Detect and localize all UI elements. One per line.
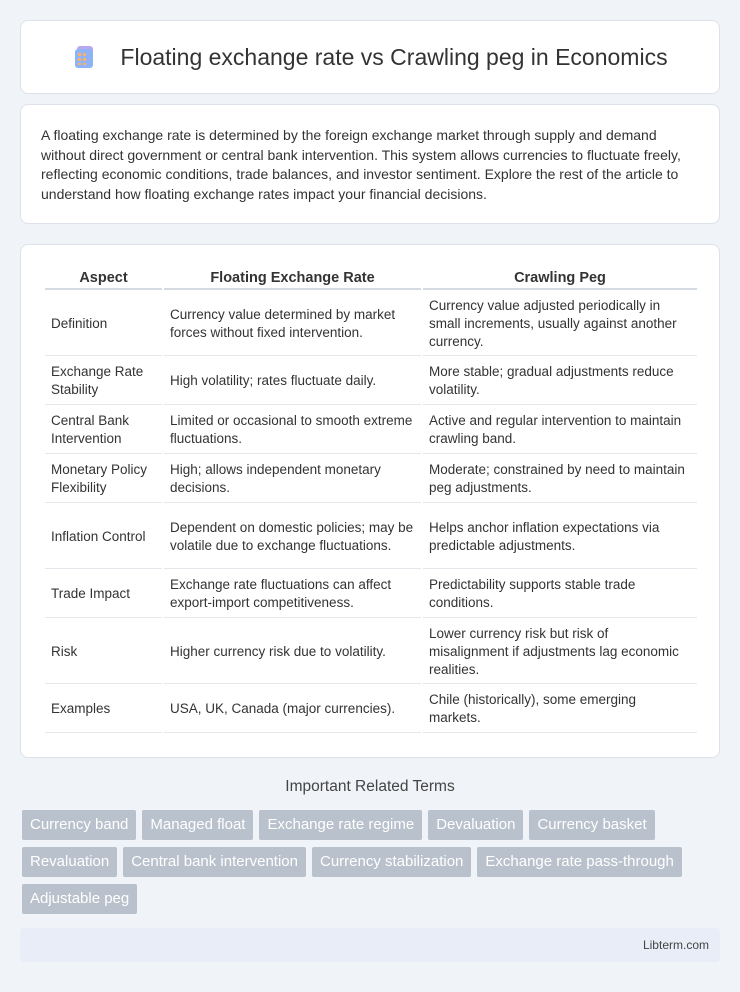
- cell-crawling: Currency value adjusted periodically in small increments, usually against another currency.: [423, 292, 697, 356]
- page-title: Floating exchange rate vs Crawling peg in Economics: [120, 43, 668, 70]
- column-header-crawling: Crawling Peg: [423, 267, 697, 290]
- table-row: [45, 407, 697, 454]
- cell-floating: Currency value determined by market forces without fixed intervention.: [164, 292, 421, 356]
- table-header-row: [45, 267, 697, 290]
- cell-crawling: Moderate; constrained by need to maintain peg adjustments.: [423, 456, 697, 503]
- related-term-tag[interactable]: Currency band: [22, 810, 136, 840]
- table-row: [45, 358, 697, 405]
- related-term-tag[interactable]: Exchange rate regime: [259, 810, 422, 840]
- cell-aspect: Monetary Policy Flexibility: [45, 456, 162, 503]
- cell-floating: Dependent on domestic policies; may be volatile due to exchange fluctuations.: [164, 505, 421, 569]
- cell-aspect: Inflation Control: [45, 505, 162, 569]
- cell-crawling: Predictability supports stable trade conditions.: [423, 571, 697, 618]
- table-row: [45, 686, 697, 733]
- cell-aspect: Exchange Rate Stability: [45, 358, 162, 405]
- footer-site-link[interactable]: Libterm.com: [642, 938, 709, 952]
- table-row: [45, 456, 697, 503]
- related-term-tag[interactable]: Currency stabilization: [312, 847, 471, 877]
- cell-floating: Limited or occasional to smooth extreme fluctuations.: [164, 407, 421, 454]
- related-term-tag[interactable]: Managed float: [142, 810, 253, 840]
- document-stack-icon: [72, 44, 98, 70]
- table-row: [45, 620, 697, 684]
- cell-floating: High volatility; rates fluctuate daily.: [164, 358, 421, 405]
- intro-card: [20, 104, 720, 224]
- cell-crawling: More stable; gradual adjustments reduce volatility.: [423, 358, 697, 405]
- header-card: [20, 20, 720, 94]
- cell-aspect: Risk: [45, 620, 162, 684]
- table-row: [45, 292, 697, 356]
- cell-crawling: Chile (historically), some emerging markets.: [423, 686, 697, 733]
- cell-aspect: Central Bank Intervention: [45, 407, 162, 454]
- related-term-tag[interactable]: Exchange rate pass-through: [477, 847, 681, 877]
- related-terms-list: [22, 810, 722, 921]
- footer: [20, 928, 720, 962]
- cell-aspect: Trade Impact: [45, 571, 162, 618]
- related-terms-title: Important Related Terms: [285, 778, 455, 795]
- cell-floating: USA, UK, Canada (major currencies).: [164, 686, 421, 733]
- comparison-table-card: [20, 244, 720, 758]
- cell-aspect: Examples: [45, 686, 162, 733]
- related-term-tag[interactable]: Revaluation: [22, 847, 117, 877]
- table-row: [45, 505, 697, 569]
- comparison-table: [43, 265, 699, 735]
- related-term-tag[interactable]: Central bank intervention: [123, 847, 306, 877]
- related-term-tag[interactable]: Adjustable peg: [22, 884, 137, 914]
- related-term-tag[interactable]: Currency basket: [529, 810, 654, 840]
- cell-floating: Higher currency risk due to volatility.: [164, 620, 421, 684]
- column-header-floating: Floating Exchange Rate: [164, 267, 421, 290]
- related-term-tag[interactable]: Devaluation: [428, 810, 523, 840]
- column-header-aspect: Aspect: [45, 267, 162, 290]
- intro-text: A floating exchange rate is determined by the foreign exchange market through supply and demand without direct government or central bank intervention. This system allows currencies to fluctuate freely, reflecting economic conditions, trade balances, and investor sentiment. Explore the rest of the article to understand how floating exchange rates impact your financial decisions.: [41, 127, 681, 202]
- cell-crawling: Active and regular intervention to maintain crawling band.: [423, 407, 697, 454]
- cell-aspect: Definition: [45, 292, 162, 356]
- cell-crawling: Helps anchor inflation expectations via predictable adjustments.: [423, 505, 697, 569]
- cell-crawling: Lower currency risk but risk of misalignment if adjustments lag economic realities.: [423, 620, 697, 684]
- cell-floating: Exchange rate fluctuations can affect export-import competitiveness.: [164, 571, 421, 618]
- cell-floating: High; allows independent monetary decisions.: [164, 456, 421, 503]
- table-row: [45, 571, 697, 618]
